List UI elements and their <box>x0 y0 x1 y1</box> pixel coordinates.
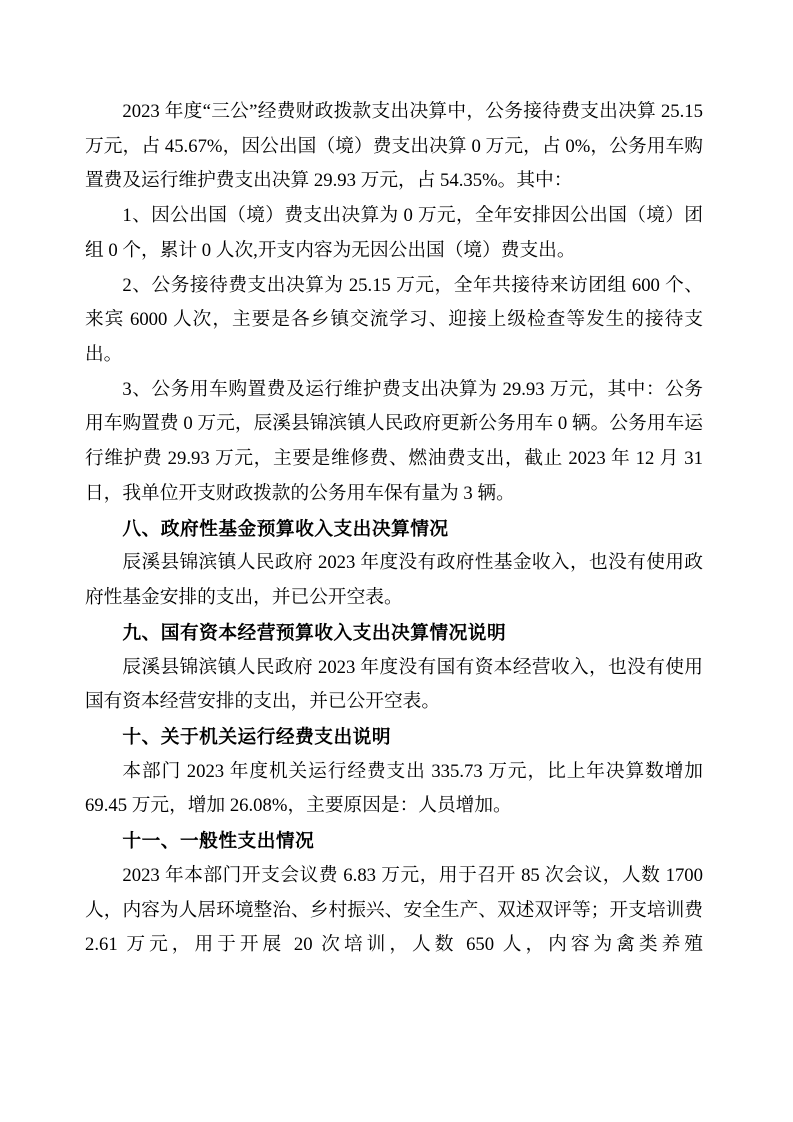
para-general-expense: 2023 年本部门开支会议费 6.83 万元，用于召开 85 次会议，人数 1700 人，内容为人居环境整治、乡村振兴、安全生产、双述双评等；开支培训费 2.61 万元，用于开展 20 次培训，人数 650 人，内容为禽类养殖 <box>85 864 703 956</box>
para-state-capital: 辰溪县锦滨镇人民政府 2023 年度没有国有资本经营收入，也没有使用国有资本经营安排的支出，并已公开空表。 <box>85 656 703 713</box>
heading-section-ten-operating-expense: 十、关于机关运行经费支出说明 <box>122 725 392 747</box>
para-abroad-expense: 1、因公出国（境）费支出决算为 0 万元，全年安排因公出国（境）团组 0 个，累计 0 人次,开支内容为无因公出国（境）费支出。 <box>85 205 703 261</box>
document-text-block <box>85 95 703 963</box>
para-three-public-summary: 2023 年度“三公”经费财政拨款支出决算中，公务接待费支出决算 25.15 万元，占 45.67%，因公出国（境）费支出决算 0 万元，占 0%，公务用车购置费及运行维护费支出决算 29.93 万元，占 54.35%。其中： <box>85 101 703 192</box>
para-vehicle-expense: 3、公务用车购置费及运行维护费支出决算为 29.93 万元，其中：公务用车购置费 0 万元，辰溪县锦滨镇人民政府更新公务用车 0 辆。公务用车运行维护费 29.93 万元，主要是维修费、燃油费支出，截止 2023 年 12 月 31 日，我单位开支财政拨款的公务用车保有量为 3 辆。 <box>85 378 703 504</box>
heading-section-eleven-general-expense: 十一、一般性支出情况 <box>122 830 315 852</box>
para-operating-expense: 本部门 2023 年度机关运行经费支出 335.73 万元，比上年决算数增加 69.45 万元，增加 26.08%，主要原因是：人员增加。 <box>85 760 703 817</box>
heading-section-eight-govt-fund: 八、政府性基金预算收入支出决算情况 <box>122 517 449 539</box>
heading-section-nine-state-capital: 九、国有资本经营预算收入支出决算情况说明 <box>122 621 507 643</box>
para-govt-fund: 辰溪县锦滨镇人民政府 2023 年度没有政府性基金收入，也没有使用政府性基金安排的支出，并已公开空表。 <box>85 552 703 609</box>
para-reception-expense: 2、公务接待费支出决算为 25.15 万元，全年共接待来访团组 600 个、来宾 6000 人次，主要是各乡镇交流学习、迎接上级检查等发生的接待支出。 <box>85 274 703 366</box>
